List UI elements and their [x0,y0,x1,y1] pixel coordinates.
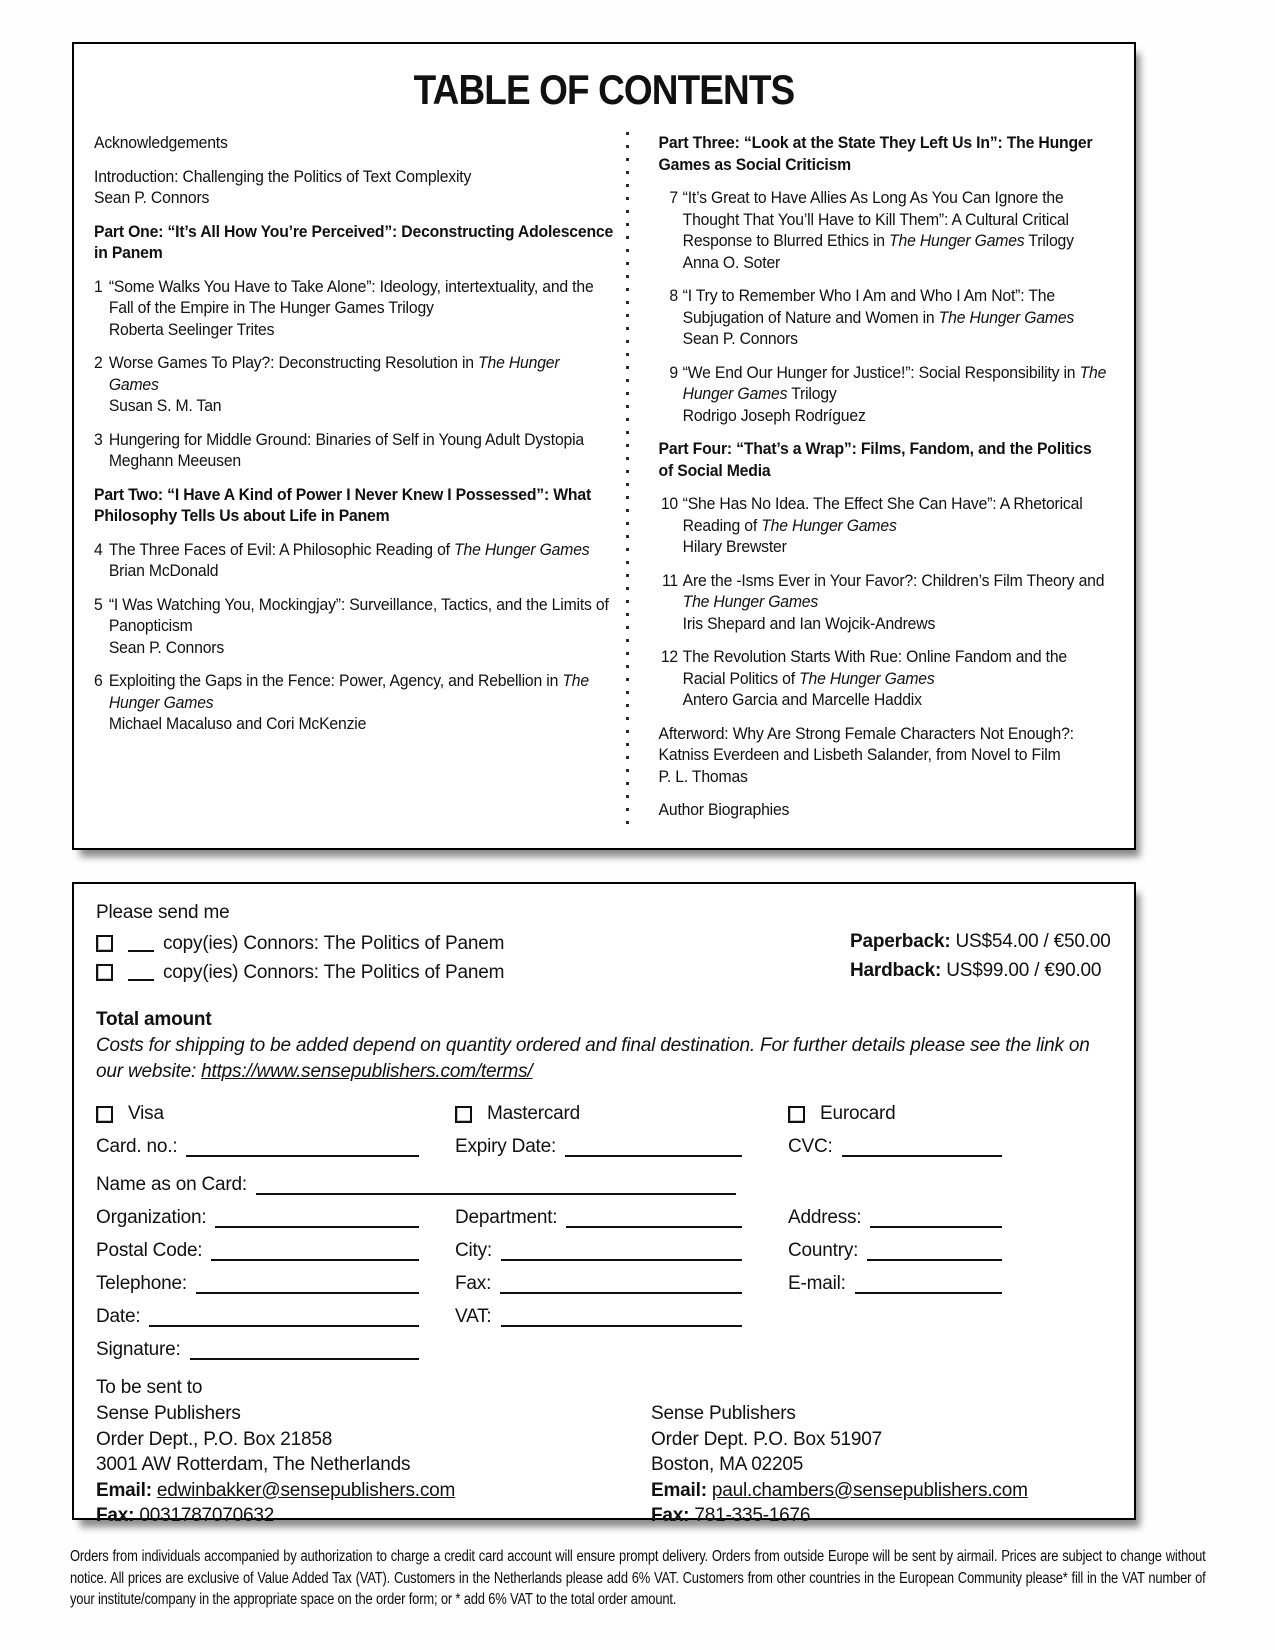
email-line [96,1478,651,1504]
chapter-title: Worse Games To Play?: Deconstructing Resolution in The Hunger Games [108,353,560,394]
chapter-body [683,285,1110,350]
chapter-number: 3 [94,429,103,449]
blank-line [855,1274,1002,1294]
field-label: Fax: [455,1273,492,1294]
card-option-visa [96,1101,455,1127]
chapter-number: 2 [94,353,103,372]
form-field-row [96,1304,1112,1330]
toc-part-heading [94,484,613,527]
chapter-author: Meghann Meeusen [108,451,241,470]
total-amount-label: Total amount [96,1009,212,1030]
chapter-number: 7 [669,188,679,207]
field-postal-code [96,1238,455,1264]
quantity-blank-line [128,935,154,952]
toc-chapter [94,276,613,341]
order-items [96,929,1112,987]
field-label: Expiry Date: [455,1136,557,1157]
address-line: Order Dept., P.O. Box 21858 [96,1428,333,1450]
entry-author: P. L. Thomas [658,766,748,786]
fax-label: Fax: [96,1505,140,1526]
form-field-row [96,1238,1112,1264]
field-label: City: [455,1240,493,1261]
chapter-number: 6 [94,671,103,690]
chapter-author: Sean P. Connors [682,329,798,348]
toc-chapter [94,429,613,472]
toc-chapter [659,362,1110,427]
toc-chapter [659,187,1110,273]
chapter-title: “We End Our Hunger for Justice!”: Social Responsibility in The Hunger Games Trilogy [682,362,1107,403]
toc-chapter [94,670,613,735]
fax-number: 781-335-1676 [694,1505,811,1526]
email-label: Email: [96,1479,157,1501]
fax-line [651,1503,1112,1529]
chapter-body [109,276,613,341]
item-label: copy(ies) Connors: The Politics of Panem [163,961,505,983]
chapter-title: Exploiting the Gaps in the Fence: Power, Agency, and Rebellion in The Hunger Games [108,671,589,712]
chapter-body [109,539,613,582]
field-label: CVC: [788,1136,833,1157]
blank-line [566,1208,742,1228]
card-option-mastercard [455,1101,788,1127]
mastercard-checkbox[interactable] [455,1106,472,1123]
toc-item [94,166,613,209]
chapter-author: Brian McDonald [108,561,219,580]
field-label: Signature: [96,1339,181,1360]
chapter-number: 1 [94,276,103,296]
fax-line [96,1503,651,1529]
toc-chapter [94,594,613,659]
toc-part-heading [94,221,613,264]
card-option-eurocard [788,1101,1112,1127]
chapter-body [109,429,613,472]
item-label: copy(ies) Connors: The Politics of Panem [163,932,505,954]
chapter-author: Susan S. M. Tan [108,396,222,415]
card-label: Eurocard [820,1103,896,1124]
item-checkbox[interactable] [96,935,113,952]
shipping-note [96,1033,1112,1085]
order-item-row [96,929,1112,958]
order-item-row [96,958,1112,987]
field-label: Department: [455,1207,558,1228]
address-line: Sense Publishers [96,1403,241,1424]
chapter-number: 9 [669,362,679,382]
field-label: Name as on Card: [96,1174,247,1195]
quantity-blank-line [128,964,154,981]
chapter-number: 5 [94,594,103,614]
chapter-body [683,570,1110,635]
blank-line [190,1340,419,1360]
field-label: E-mail: [788,1273,846,1294]
chapter-title: “I Try to Remember Who I Am and Who I Am Not”: The Subjugation of Nature and Women in The Hunger Games [682,286,1075,327]
form-fields [96,1134,1112,1363]
chapter-body [683,362,1110,427]
chapter-body [683,493,1110,558]
toc-part-heading [659,132,1110,175]
toc-item [659,799,1110,821]
toc-item [659,723,1110,788]
chapter-title: “She Has No Idea. The Effect She Can Have”: A Rhetorical Reading of The Hunger Games [682,494,1083,535]
blank-line [501,1241,742,1261]
field-vat [455,1304,788,1330]
chapter-title: Hungering for Middle Ground: Binaries of Self in Young Adult Dystopia [108,429,584,449]
field-label: Telephone: [96,1273,187,1294]
field-card-no [96,1134,455,1160]
blank-line [870,1208,1002,1228]
chapter-title: “I Was Watching You, Mockingjay”: Surveillance, Tactics, and the Limits of Panopticism [108,594,609,635]
blank-line [149,1307,419,1327]
toc-column-left [94,132,613,833]
field-label: Date: [96,1306,141,1327]
toc-chapter [94,539,613,582]
fax-label: Fax: [651,1505,695,1526]
chapter-title: “It’s Great to Have Allies As Long As You Can Ignore the Thought That You’ll Have to Kill Them”: A Cultural Critical Response to Blurred Ethics in The Hunger Games Trilogy [682,188,1074,250]
field-fax [455,1271,788,1297]
entry-author: Sean P. Connors [94,188,210,207]
please-send-me-label: Please send me [96,902,230,923]
field-date [96,1304,455,1330]
blank-line [500,1274,742,1294]
field-address [788,1205,1112,1231]
field-signature [96,1337,455,1363]
field-telephone [96,1271,455,1297]
send-to-heading: To be sent to [96,1377,203,1398]
field-department [455,1205,788,1231]
card-label: Visa [128,1103,164,1124]
entry-text: Acknowledgements [94,133,228,152]
entry-text: Part Four: “That’s a Wrap”: Films, Fandom, and the Politics of Social Media [658,439,1092,480]
entry-text: Afterword: Why Are Strong Female Characters Not Enough?: Katniss Everdeen and Lisbeth Salander, from Novel to Film [658,723,1074,764]
terms-link[interactable]: https://www.sensepublishers.com/terms/ [201,1061,533,1082]
form-field-row [96,1271,1112,1297]
blank-line [186,1137,419,1157]
address-block-boston [651,1401,1112,1529]
email-link[interactable]: paul.chambers@sensepublishers.com [711,1479,1028,1501]
toc-columns [94,132,1110,833]
toc-chapter [659,646,1110,711]
chapter-body [109,670,613,735]
card-label: Mastercard [487,1103,581,1124]
blank-line [256,1175,736,1195]
field-country [788,1238,1112,1264]
field-city [455,1238,788,1264]
blank-line [196,1274,419,1294]
field-name-as-on-card [96,1172,1112,1198]
eurocard-checkbox[interactable] [788,1106,805,1123]
price-hardback: Hardback: US$99.00 / €90.00 [850,960,1102,981]
chapter-title: “Some Walks You Have to Take Alone”: Ideology, intertextuality, and the Fall of the Empire in The Hunger Games Trilogy [108,276,594,317]
field-label: Card. no.: [96,1136,178,1157]
toc-column-right [629,132,1110,833]
shipping-note-text: Costs for shipping to be added depend on quantity ordered and final destination. For further details please see the link on our website: [96,1035,1090,1082]
address-line: 3001 AW Rotterdam, The Netherlands [96,1454,411,1475]
chapter-title: The Revolution Starts With Rue: Online Fandom and the Racial Politics of The Hunger Games [682,647,1068,688]
send-to-addresses [96,1401,1112,1529]
chapter-author: Rodrigo Joseph Rodríguez [682,405,866,425]
order-form-panel [72,882,1136,1526]
address-block-rotterdam [96,1401,651,1529]
chapter-number: 4 [94,539,103,559]
toc-item [94,132,613,154]
form-field-row [96,1205,1112,1231]
item-checkbox[interactable] [96,964,113,981]
blank-line [565,1137,742,1157]
chapter-number: 8 [669,286,679,305]
field-label: Organization: [96,1207,207,1228]
chapter-body [109,352,613,417]
field-expiry-date [455,1134,788,1160]
email-label: Email: [651,1479,712,1501]
form-field-row [96,1172,1112,1198]
chapter-title: Are the -Isms Ever in Your Favor?: Children’s Film Theory and The Hunger Games [682,570,1105,611]
chapter-title: The Three Faces of Evil: A Philosophic Reading of The Hunger Games [108,539,590,559]
blank-line [867,1241,1002,1261]
entry-text: Author Biographies [658,800,790,819]
chapter-number: 10 [660,494,679,513]
field-e-mail [788,1271,1112,1297]
chapter-body [109,594,613,659]
entry-text: Part Three: “Look at the State They Left Us In”: The Hunger Games as Social Criticism [658,133,1093,174]
chapter-author: Roberta Seelinger Trites [108,319,275,339]
blank-line [842,1137,1002,1157]
address-line: Order Dept. P.O. Box 51907 [651,1428,883,1450]
blank-line [501,1307,742,1327]
chapter-author: Sean P. Connors [108,637,225,657]
entry-text: Introduction: Challenging the Politics of Text Complexity [94,166,472,186]
toc-chapter [659,493,1110,558]
chapter-author: Antero Garcia and Marcelle Haddix [682,690,922,709]
address-line: Sense Publishers [651,1403,796,1424]
chapter-number: 11 [662,570,679,590]
form-field-row [96,1337,1112,1363]
chapter-body [683,646,1110,711]
field-cvc [788,1134,1112,1160]
chapter-author: Iris Shepard and Ian Wojcik-Andrews [682,613,936,633]
field-label: VAT: [455,1306,492,1327]
toc-chapter [659,285,1110,350]
email-link[interactable]: edwinbakker@sensepublishers.com [156,1479,456,1501]
field-organization [96,1205,455,1231]
toc-title: TABLE OF CONTENTS [413,66,795,113]
field-label: Address: [788,1207,862,1228]
visa-checkbox[interactable] [96,1106,113,1123]
price-paperback: Paperback: US$54.00 / €50.00 [850,931,1111,952]
entry-text: Part One: “It’s All How You’re Perceived”: Deconstructing Adolescence in Panem [94,221,614,262]
chapter-number: 12 [660,647,679,666]
fax-number: 0031787070632 [139,1505,275,1526]
footer-note: Orders from individuals accompanied by authorization to charge a credit card account will ensure prompt delivery. Orders from outside Europe will be sent by airmail. Prices are subject to change without notice. All prices are exclusive of Value Added Tax (VAT). Customers in the Netherlands please add 6% VAT. Customers from other countries in the European Community please* fill in the VAT number of your institute/company in the appropriate space on the order form; or * add 6% VAT to the total order amount. [70,1548,1206,1608]
toc-chapter [94,352,613,417]
address-line: Boston, MA 02205 [651,1454,804,1475]
field-label: Country: [788,1240,859,1261]
blank-line [215,1208,419,1228]
entry-text: Part Two: “I Have A Kind of Power I Never Knew I Possessed”: What Philosophy Tells Us about Life in Panem [94,484,592,525]
chapter-body [683,187,1110,273]
chapter-author: Michael Macaluso and Cori McKenzie [108,714,367,733]
toc-panel [72,42,1136,850]
card-type-row [96,1101,1112,1127]
email-line [651,1478,1112,1504]
blank-line [211,1241,419,1261]
chapter-author: Anna O. Soter [682,252,781,272]
toc-chapter [659,570,1110,635]
toc-part-heading [659,438,1110,481]
field-label: Postal Code: [96,1240,203,1261]
form-field-row [96,1134,1112,1160]
chapter-author: Hilary Brewster [682,537,787,556]
